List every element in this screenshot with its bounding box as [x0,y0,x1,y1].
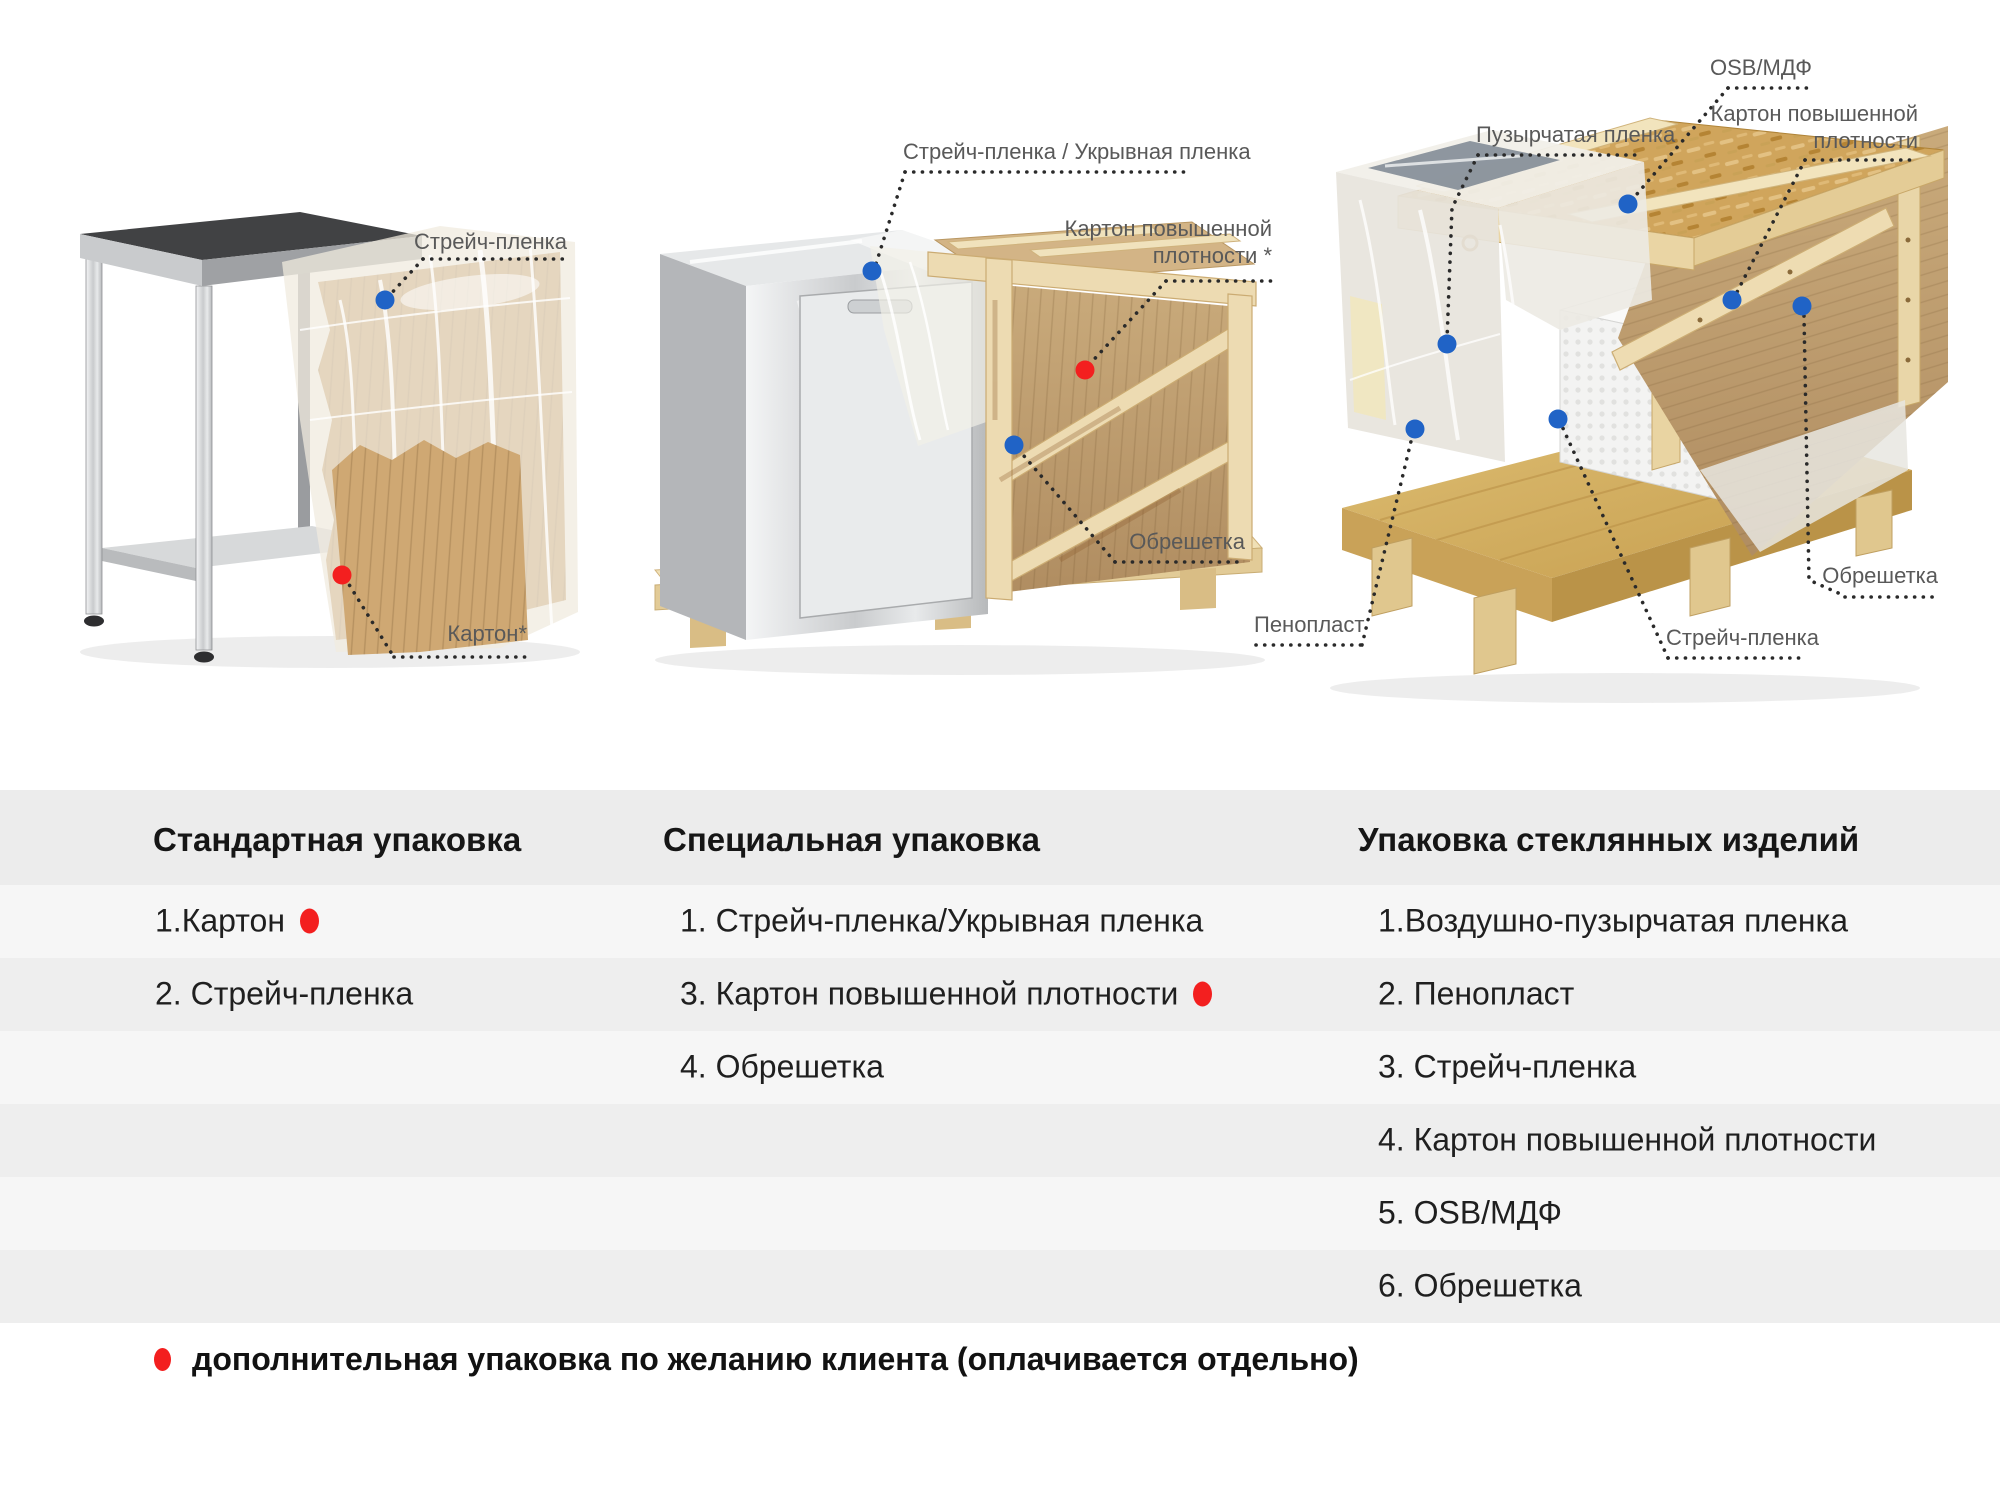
cell-glass-item-5 [1378,1195,1562,1232]
blue-marker-dot [1619,195,1638,214]
callout-label-crate-glass: Обрешетка [1822,563,1938,588]
item-text: 6. Обрешетка [1378,1267,1582,1304]
callout-label-dense-cardboard: Картон повышенной плотности * [1064,216,1272,269]
callout-label-dense-cardboard-glass: Картон повышенной плотности [1710,101,1918,154]
callout-label-cardboard: Картон* [447,621,527,646]
callout-label-crate: Обрешетка [1129,529,1245,554]
legend-text: дополнительная упаковка по желанию клиента (оплачивается отдельно) [192,1341,1359,1377]
table-row-band [0,1031,2000,1104]
cell-special-item-3 [680,1049,884,1086]
red-marker-dot [333,566,352,585]
callout-label-bubble-wrap: Пузырчатая пленка [1476,122,1676,147]
blue-marker-dot [1723,291,1742,310]
cell-glass-item-3 [1378,1049,1636,1086]
blue-marker-dot [1549,410,1568,429]
blue-marker-dot [1406,420,1425,439]
blue-marker-dot [376,291,395,310]
item-text: 2. Пенопласт [1378,975,1575,1012]
cell-glass-item-2 [1378,976,1574,1013]
callout-label-stretch-or-cover-film: Стрейч-пленка / Укрывная пленка [903,139,1251,164]
red-marker-dot [1076,361,1095,380]
paid-option-dot [1193,982,1212,1007]
cell-standard-item-2 [155,976,413,1013]
callout-label-stretch-film: Стрейч-пленка [414,229,567,254]
cell-glass-item-1 [1378,903,1848,940]
column-header-glass: Упаковка стеклянных изделий [1358,821,1860,858]
item-text: 5. OSB/МДФ [1378,1194,1562,1231]
blue-marker-dot [1005,436,1024,455]
item-text: 1. Стрейч-пленка/Укрывная пленка [680,902,1204,939]
legend-note [154,1341,1359,1378]
table-row-band [0,1250,2000,1323]
callout-label-osb-mdf: OSB/МДФ [1709,55,1812,80]
cell-glass-item-4 [1378,1122,1876,1159]
paid-option-dot [300,909,319,934]
callout-label-stretch-film-glass: Стрейч-пленка [1666,625,1819,650]
dotted-leader-lines [345,88,1940,658]
legend-red-dot-icon [154,1348,171,1371]
item-text: 1.Воздушно-пузырчатая пленка [1378,902,1849,939]
column-header-standard: Стандартная упаковка [153,821,522,858]
blue-marker-dot [1793,297,1812,316]
column-header-special: Специальная упаковка [663,821,1041,858]
cell-standard-item-1 [155,903,319,940]
cell-glass-item-6 [1378,1268,1582,1305]
item-text: 1.Картон [155,902,285,939]
item-text: 4. Обрешетка [680,1048,884,1085]
cell-special-item-1 [680,903,1203,940]
item-text: 4. Картон повышенной плотности [1378,1121,1877,1158]
cell-special-item-2 [680,976,1212,1013]
blue-marker-dot [1438,335,1457,354]
table-row-band [0,1177,2000,1250]
callout-label-foam: Пенопласт [1254,612,1365,637]
item-text: 3. Картон повышенной плотности [680,975,1179,1012]
item-text: 2. Стрейч-пленка [155,975,414,1012]
blue-marker-dot [863,262,882,281]
item-text: 3. Стрейч-пленка [1378,1048,1637,1085]
